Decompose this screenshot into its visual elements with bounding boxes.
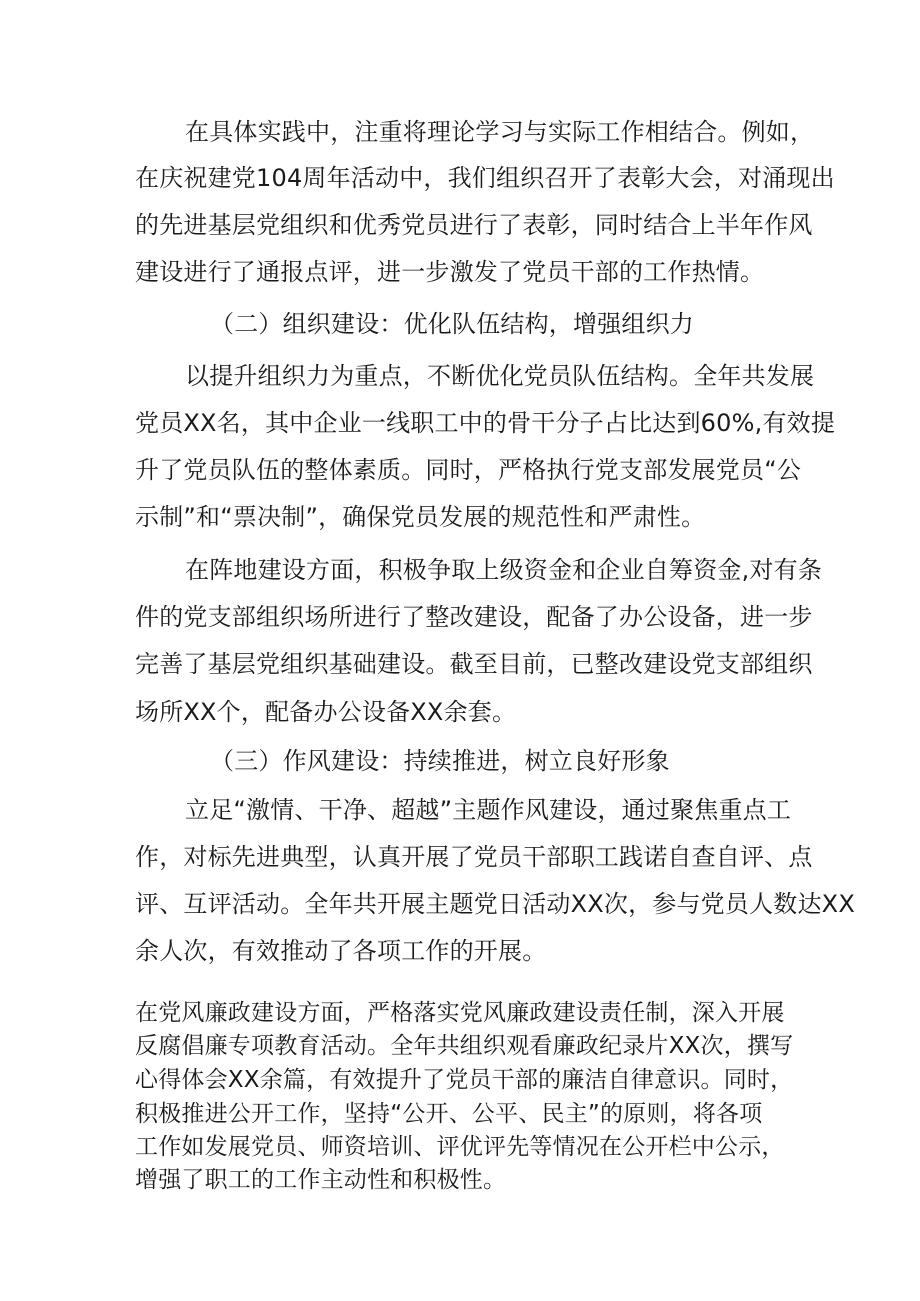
paragraph-1-line-4: 建设进行了通报点评，进一步激发了党员干部的工作热情。 <box>135 258 765 286</box>
paragraph-2-line-1: 以提升组织力为重点，不断优化党员队伍结构。全年共发展 <box>185 362 815 390</box>
paragraph-3-line-4: 场所XX个，配备办公设备XX余套。 <box>135 698 517 726</box>
section-heading-3: （三）作风建设：持续推进，树立良好形象 <box>210 747 670 775</box>
paragraph-4-line-1: 立足“激情、干净、超越”主题作风建设，通过聚焦重点工 <box>185 796 792 824</box>
paragraph-5-line-6: 增强了职工的工作主动性和积极性。 <box>135 1167 507 1193</box>
paragraph-4-line-4: 余人次，有效推动了各项工作的开展。 <box>135 937 547 965</box>
paragraph-5-line-2: 反腐倡廉专项教育活动。全年共组织观看廉政纪录片XX次，撰写 <box>135 1033 794 1059</box>
paragraph-3-line-2: 件的党支部组织场所进行了整改建设，配备了办公设备，进一步 <box>135 603 813 631</box>
paragraph-1-line-3: 的先进基层党组织和优秀党员进行了表彰，同时结合上半年作风 <box>135 211 813 239</box>
paragraph-3-line-3: 完善了基层党组织基础建设。截至目前，已整改建设党支部组织 <box>135 650 813 678</box>
paragraph-4-line-2: 作，对标先进典型，认真开展了党员干部职工践诺自查自评、点 <box>135 843 813 871</box>
paragraph-5-line-1: 在党风廉政建设方面，严格落实党风廉政建设责任制，深入开展 <box>135 1000 785 1026</box>
paragraph-2-line-4: 示制”和“票决制”，确保党员发展的规范性和严肃性。 <box>135 503 706 531</box>
paragraph-5-line-4: 积极推进公开工作，坚持“公开、公平、民主”的原则，将各项 <box>135 1101 763 1127</box>
paragraph-5-line-3: 心得体会XX余篇，有效提升了党员干部的廉洁自律意识。同时， <box>135 1067 794 1093</box>
paragraph-1-line-2: 在庆祝建党104周年活动中，我们组织召开了表彰大会，对涌现出 <box>135 164 835 192</box>
section-heading-2: （二）组织建设：优化队伍结构，增强组织力 <box>210 310 694 338</box>
paragraph-2-line-3: 升了党员队伍的整体素质。同时，严格执行党支部发展党员“公 <box>135 456 802 484</box>
paragraph-5-line-5: 工作如发展党员、师资培训、评优评先等情况在公开栏中公示， <box>135 1134 785 1160</box>
paragraph-4-line-3: 评、互评活动。全年共开展主题党日活动XX次，参与党员人数达XX <box>135 890 855 918</box>
paragraph-1-line-1: 在具体实践中，注重将理论学习与实际工作相结合。例如， <box>185 118 815 146</box>
paragraph-2-line-2: 党员XX名，其中企业一线职工中的骨干分子占比达到60%,有效提 <box>135 409 836 437</box>
paragraph-3-line-1: 在阵地建设方面，积极争取上级资金和企业自筹资金,对有条 <box>185 556 823 584</box>
